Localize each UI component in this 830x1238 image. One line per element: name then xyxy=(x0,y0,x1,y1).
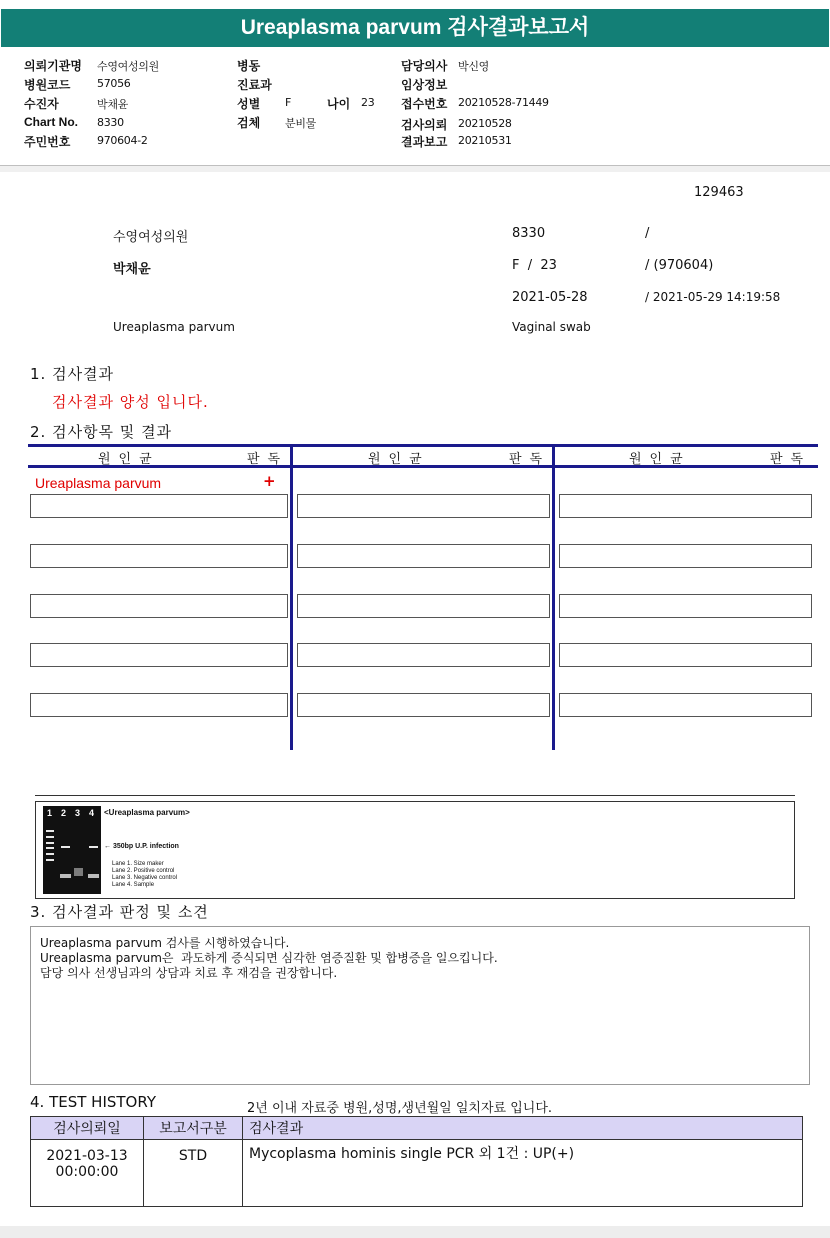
request-value: 20210528 xyxy=(458,117,512,130)
ladder-band xyxy=(46,859,54,861)
patient-value: 박채윤 xyxy=(97,98,128,111)
result-cell xyxy=(559,494,812,518)
result-cell xyxy=(559,643,812,667)
result-cell xyxy=(30,643,288,667)
report-title: Ureaplasma parvum 검사결과보고서 xyxy=(1,9,829,47)
result-cell xyxy=(559,594,812,618)
col1-reading-header: 판독 xyxy=(247,452,289,467)
section2-heading: 2. 검사항목 및 결과 xyxy=(30,423,173,441)
result-cell xyxy=(30,693,288,717)
result-cell xyxy=(559,544,812,568)
history-col-date: 검사의뢰일 xyxy=(31,1117,144,1140)
summary-request-date: 2021-05-28 xyxy=(512,290,588,305)
organism-reading: + xyxy=(263,472,276,490)
result-cell xyxy=(297,693,550,717)
age-label: 나이 xyxy=(327,97,351,111)
ladder-band xyxy=(46,853,54,855)
history-header-row xyxy=(31,1117,803,1140)
receipt-label: 접수번호 xyxy=(401,97,448,111)
specimen-value: 분비물 xyxy=(285,117,316,130)
history-table xyxy=(30,1116,803,1207)
primer-band xyxy=(88,874,99,878)
doctor-value: 박신영 xyxy=(458,60,489,73)
positive-band xyxy=(61,846,70,848)
history-result: Mycoplasma hominis single PCR 외 1건 : UP(+) xyxy=(243,1140,803,1207)
table-row[interactable] xyxy=(31,1140,803,1207)
institution-value: 수영여성의원 xyxy=(97,60,159,73)
section3-heading: 3. 검사결과 판정 및 소견 xyxy=(30,903,209,921)
result-cell xyxy=(30,494,288,518)
column-divider-1 xyxy=(290,444,293,750)
summary-slash: / xyxy=(645,226,650,241)
sex-label: 성별 xyxy=(237,97,261,111)
result-cell xyxy=(297,594,550,618)
gel-top-line xyxy=(35,795,795,796)
patient-label: 수진자 xyxy=(24,97,59,111)
report-id: 129463 xyxy=(694,185,744,200)
summary-sex-age: F / 23 xyxy=(512,258,557,273)
receipt-value: 20210528-71449 xyxy=(458,96,549,109)
lane-number: 4 xyxy=(89,808,95,818)
specimen-label: 검체 xyxy=(237,116,261,130)
col3-reading-header: 판독 xyxy=(770,452,812,467)
test-result-text: 검사결과 양성 입니다. xyxy=(52,393,209,411)
summary-test: Ureaplasma parvum xyxy=(113,320,235,334)
clinical-label: 임상정보 xyxy=(401,78,448,92)
lane-number: 3 xyxy=(75,808,81,818)
ladder-band xyxy=(46,836,54,838)
doctor-label: 담당의사 xyxy=(401,59,448,73)
gel-legend-2: Lane 2. Positive control xyxy=(112,868,175,874)
opinion-line: Ureaplasma parvum은 과도하게 증식되면 심각한 염증질환 및 합병증을 일으킵니다. xyxy=(40,951,498,965)
summary-birth: / (970604) xyxy=(645,258,714,273)
rrn-label: 주민번호 xyxy=(24,135,71,149)
gel-title: <Ureaplasma parvum> xyxy=(104,808,190,817)
result-date-label: 결과보고 xyxy=(401,135,448,149)
history-date: 2021-03-13 xyxy=(46,1148,128,1164)
summary-institution: 수영여성의원 xyxy=(113,230,189,245)
sample-band xyxy=(89,846,98,848)
summary-patient: 박채윤 xyxy=(113,262,151,277)
section1-heading: 1. 검사결과 xyxy=(30,365,115,383)
primer-band xyxy=(74,868,83,876)
opinion-line: Ureaplasma parvum 검사를 시행하였습니다. xyxy=(40,936,290,950)
primer-band xyxy=(60,874,71,878)
col2-reading-header: 판독 xyxy=(509,452,551,467)
table-top-line xyxy=(28,444,818,447)
section4-heading: 4. TEST HISTORY xyxy=(30,1093,156,1111)
result-cell xyxy=(297,643,550,667)
institution-label: 의뢰기관명 xyxy=(24,59,82,73)
organism-name: Ureaplasma parvum xyxy=(35,475,162,491)
result-date-value: 20210531 xyxy=(458,134,512,147)
separator xyxy=(0,166,830,172)
result-cell xyxy=(297,544,550,568)
code-value: 57056 xyxy=(97,77,131,90)
chart-value: 8330 xyxy=(97,116,124,129)
summary-specimen: Vaginal swab xyxy=(512,320,591,334)
col3-organism-header: 원인균 xyxy=(629,452,691,467)
col1-organism-header: 원인균 xyxy=(98,452,160,467)
age-value: 23 xyxy=(361,96,375,109)
summary-report-datetime: / 2021-05-29 14:19:58 xyxy=(645,290,781,304)
opinion-line: 담당 의사 선생님과의 상담과 치료 후 재검을 권장합니다. xyxy=(40,966,338,980)
result-cell xyxy=(297,494,550,518)
gel-legend-1: Lane 1. Size maker xyxy=(112,861,164,867)
sex-value: F xyxy=(285,96,292,109)
col2-organism-header: 원인균 xyxy=(368,452,430,467)
lane-number: 2 xyxy=(61,808,67,818)
result-cell xyxy=(559,693,812,717)
code-label: 병원코드 xyxy=(24,78,71,92)
history-note: 2년 이내 자료중 병원,성명,생년월일 일치자료 입니다. xyxy=(247,1101,553,1116)
ward-label: 병동 xyxy=(237,59,261,73)
footer-bar xyxy=(0,1226,830,1238)
history-time: 00:00:00 xyxy=(55,1164,119,1180)
ladder-band xyxy=(46,847,54,849)
result-cell xyxy=(30,544,288,568)
gel-legend-4: Lane 4. Sample xyxy=(112,882,155,888)
result-cell xyxy=(30,594,288,618)
summary-chart: 8330 xyxy=(512,226,546,241)
ladder-band xyxy=(46,842,54,844)
request-label: 검사의뢰 xyxy=(401,118,448,132)
history-date-cell xyxy=(31,1140,144,1207)
chart-label: Chart No. xyxy=(24,115,78,129)
rrn-value: 970604-2 xyxy=(97,134,148,147)
history-col-type: 보고서구분 xyxy=(144,1117,243,1140)
gel-legend-3: Lane 3. Negative control xyxy=(112,875,178,881)
history-col-result: 검사결과 xyxy=(243,1117,803,1140)
ladder-band xyxy=(46,830,54,832)
history-type: STD xyxy=(144,1140,243,1207)
gel-image xyxy=(43,806,101,894)
dept-label: 진료과 xyxy=(237,78,272,92)
column-divider-2 xyxy=(552,444,555,750)
gel-band-label: ← 350bp U.P. infection xyxy=(104,843,179,850)
lane-number: 1 xyxy=(47,808,53,818)
